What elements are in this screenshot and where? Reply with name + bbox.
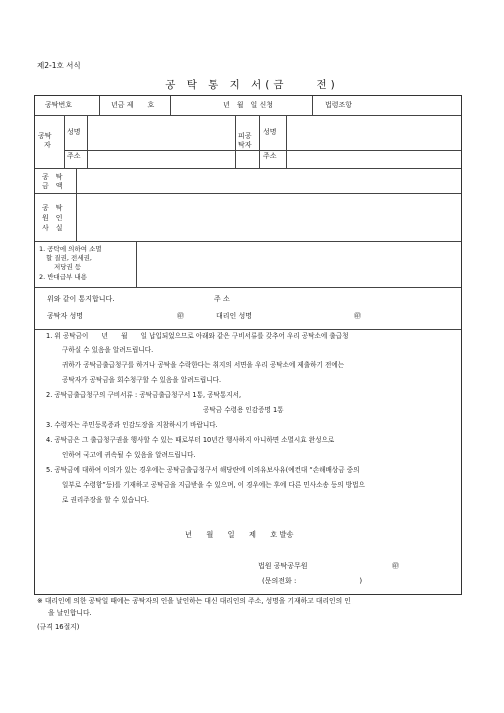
footnote-2: 을 날인합니다. bbox=[48, 609, 92, 617]
notice-statement: 위와 같이 통지합니다. bbox=[47, 295, 115, 303]
extra-info-4: 2. 반대급부 내용 bbox=[39, 273, 88, 281]
depositor-signature-label: 공탁자 성명 bbox=[47, 312, 84, 320]
page-title: 공 탁 통 지 서(금 전) bbox=[165, 79, 339, 91]
depositor-label-2: 자 bbox=[44, 141, 51, 149]
depositee-name-label: 성명 bbox=[263, 128, 277, 136]
cause-label-2: 원 인 bbox=[42, 214, 63, 222]
paper-size: (규격 16절지) bbox=[37, 623, 80, 631]
depositee-address-label: 주소 bbox=[263, 152, 277, 160]
year-case-number: 년금 제 호 bbox=[111, 101, 155, 109]
issuance-date: 년 월 일 제 호 발송 bbox=[185, 530, 294, 539]
officer-seal: ㊞ bbox=[392, 562, 399, 570]
instruction-line: 로 권리주장을 할 수 있습니다. bbox=[62, 496, 149, 504]
agent-signature-label: 대리인 성명 bbox=[216, 312, 253, 320]
cause-label-3: 사 실 bbox=[42, 224, 63, 232]
depositor-seal: ㊞ bbox=[177, 312, 184, 320]
notice-address-label: 주 소 bbox=[214, 295, 230, 303]
depositee-label-2: 탁자 bbox=[238, 141, 252, 149]
agent-seal: ㊞ bbox=[354, 312, 361, 320]
depositee-label: 피공 bbox=[238, 132, 252, 140]
footnote: ※ 대리인에 의한 공탁일 때에는 공탁자의 인을 날인하는 대신 대리인의 주소, 성명을 기재하고 대리인의 인 bbox=[37, 597, 351, 605]
deposit-number-label: 공탁번호 bbox=[45, 101, 73, 109]
instruction-line: 공탁자가 공탁금을 회수청구할 수 있음을 알려드립니다. bbox=[62, 376, 222, 384]
extra-info-2: 할 질권, 전세권, bbox=[46, 254, 92, 262]
depositor-address-label: 주소 bbox=[67, 152, 81, 160]
instruction-line: 4. 공탁금은 그 출급청구권을 행사할 수 있는 때로부터 10년간 행사하지 아니하면 소멸시효 완성으로 bbox=[46, 436, 335, 444]
instruction-line: 구하실 수 있음을 알려드립니다. bbox=[62, 346, 154, 354]
instruction-line: 인하여 국고에 귀속될 수 있음을 알려드립니다. bbox=[62, 451, 196, 459]
form-number: 제2-1호 서식 bbox=[37, 61, 81, 70]
inquiry-phone: (문의전화 : ) bbox=[262, 577, 363, 585]
instruction-line: 3. 수령자는 주민등록증과 인감도장을 지참하시기 바랍니다. bbox=[46, 421, 218, 429]
extra-info-1: 1. 공탁에 의하여 소멸 bbox=[39, 245, 102, 253]
statute-label: 법령조항 bbox=[325, 101, 353, 109]
amount-label-2: 금 액 bbox=[42, 182, 63, 190]
request-date: 년 월 일 신청 bbox=[223, 101, 274, 109]
instruction-line: 1. 위 공탁금이 년 월 일 납입되었으므로 아래와 같은 구비서류를 갖추어 우리 공탁소에 출급청 bbox=[46, 332, 349, 340]
instruction-line: 공탁금 수령용 인감증명 1통 bbox=[203, 406, 284, 414]
deposit-officer: 법원 공탁공무원 bbox=[258, 562, 308, 570]
instruction-line: 귀하가 공탁금출급청구를 하거나 공탁을 수락한다는 취지의 서면을 우리 공탁소에 제출하기 전에는 bbox=[62, 361, 345, 369]
depositor-label: 공탁 bbox=[38, 132, 52, 140]
instruction-line: 5. 공탁금에 대하여 이의가 있는 경우에는 공탁금출급청구서 해당란에 이의유보사유(예컨대 “손해배상금 중의 bbox=[46, 466, 360, 474]
notice-form bbox=[34, 95, 462, 595]
depositor-name-label: 성명 bbox=[67, 128, 81, 136]
cause-label: 공 탁 bbox=[42, 204, 63, 212]
instruction-line: 2. 공탁금출급청구의 구비서류 : 공탁금출급청구서 1통, 공탁통지서, bbox=[46, 391, 242, 399]
instruction-line: 일부로 수령함”등)를 기재하고 공탁금을 지급받을 수 있으며, 이 경우에는 후에 다른 민사소송 등의 방법으 bbox=[62, 481, 365, 489]
extra-info-3: 저당권 등 bbox=[54, 263, 82, 271]
amount-label: 공 탁 bbox=[42, 173, 63, 181]
